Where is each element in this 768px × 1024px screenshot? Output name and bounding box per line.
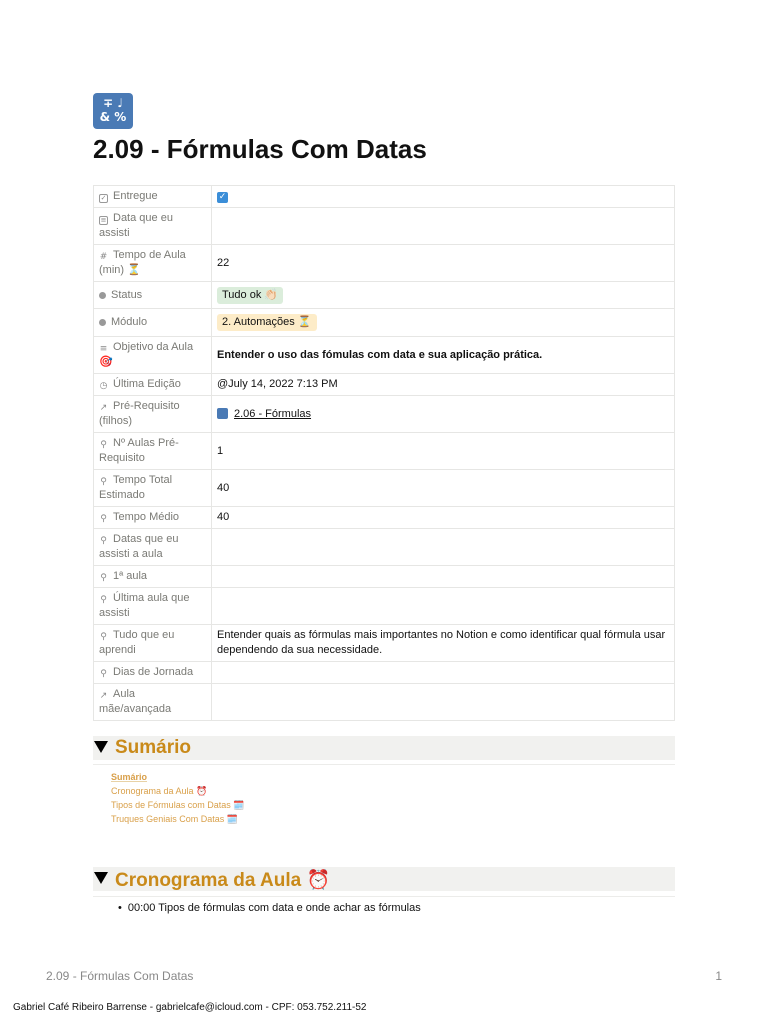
page-icon-glyphs-bottom: & % <box>99 110 127 124</box>
property-value: @July 14, 2022 7:13 PM <box>212 374 675 396</box>
bullet-item: • 00:00 Tipos de fórmulas com data e onde achar as fórmulas <box>118 902 421 914</box>
property-key: ⚲ Nº Aulas Pré-Requisito <box>94 433 212 470</box>
property-row-ultima-edicao <box>94 374 675 396</box>
page-link-icon <box>217 408 228 419</box>
property-row-status <box>94 282 675 309</box>
property-value: 40 <box>212 470 675 507</box>
property-key: Módulo <box>94 309 212 337</box>
property-key: ⚲ Última aula que assisti <box>94 588 212 625</box>
divider <box>93 896 675 897</box>
toggle-heading-sumario[interactable] <box>93 736 675 760</box>
footer-user-info: Gabriel Café Ribeiro Barrense - gabrielcafe@icloud.com - CPF: 053.752.211-52 <box>13 1002 367 1013</box>
select-property-icon <box>99 319 106 326</box>
property-row-objetivo <box>94 337 675 374</box>
property-key: Status <box>94 282 212 309</box>
table-of-contents <box>111 770 244 826</box>
number-property-icon: # <box>99 252 108 262</box>
property-row-tudo-aprendi <box>94 625 675 662</box>
page-icon-glyphs-top: ∓ ♩ <box>103 96 123 110</box>
property-key: ↗ Pré-Requisito (filhos) <box>94 396 212 433</box>
property-value: 1 <box>212 433 675 470</box>
formula-property-icon: ⚲ <box>100 514 107 524</box>
formula-property-icon: ⚲ <box>100 573 107 583</box>
property-row-modulo <box>94 309 675 337</box>
property-key: ⚲ Datas que eu assisti a aula <box>94 529 212 566</box>
property-row-primeira-aula <box>94 566 675 588</box>
property-value <box>212 588 675 625</box>
clock-property-icon: ◷ <box>99 381 108 391</box>
toggle-triangle-icon[interactable] <box>94 741 108 753</box>
property-row-entregue <box>94 186 675 208</box>
property-row-pre-requisito <box>94 396 675 433</box>
toc-item[interactable]: Sumário <box>111 772 148 782</box>
property-key: ⚲ Tudo que eu aprendi <box>94 625 212 662</box>
toggle-heading-cronograma[interactable] <box>93 867 675 891</box>
footer-doc-title: 2.09 - Fórmulas Com Datas <box>46 969 194 983</box>
toggle-triangle-icon[interactable] <box>94 872 108 884</box>
relation-property-icon: ↗ <box>99 691 108 701</box>
property-value <box>212 396 675 433</box>
relation-property-icon: ↗ <box>99 403 108 413</box>
property-key: ⚲ Tempo Médio <box>94 507 212 529</box>
property-value <box>212 566 675 588</box>
select-property-icon <box>99 292 106 299</box>
toc-item[interactable]: Tipos de Fórmulas com Datas 🗓️ <box>111 800 245 810</box>
property-row-dias-jornada <box>94 662 675 684</box>
property-value[interactable]: 22 <box>212 245 675 282</box>
formula-property-icon: ⚲ <box>100 669 107 679</box>
formula-property-icon: ⚲ <box>100 632 107 642</box>
property-row-n-aulas <box>94 433 675 470</box>
prerequisite-link[interactable]: 2.06 - Fórmulas <box>234 407 312 420</box>
formula-property-icon: ⚲ <box>100 595 107 605</box>
formula-property-icon: ⚲ <box>100 477 107 487</box>
checkbox-property-icon: ✓ <box>100 194 107 202</box>
property-value[interactable] <box>212 684 675 721</box>
date-property-icon: ≡ <box>100 216 107 224</box>
property-row-ultima-aula <box>94 588 675 625</box>
module-tag[interactable]: 2. Automações ⏳ <box>217 314 317 331</box>
property-value: 40 <box>212 507 675 529</box>
property-key: ⚲ Dias de Jornada <box>94 662 212 684</box>
property-key: ⚲ 1ª aula <box>94 566 212 588</box>
property-row-tempo-total <box>94 470 675 507</box>
property-value[interactable] <box>212 309 675 337</box>
formula-property-icon: ⚲ <box>100 536 107 546</box>
heading-cronograma: Cronograma da Aula ⏰ <box>115 870 331 891</box>
properties-table <box>93 185 675 721</box>
property-key: ≡ Objetivo da Aula 🎯 <box>94 337 212 374</box>
footer-page-number: 1 <box>715 969 722 983</box>
page-title: 2.09 - Fórmulas Com Datas <box>93 134 427 164</box>
property-key: ↗ Aula mãe/avançada <box>94 684 212 721</box>
property-key: ≡ Data que eu assisti <box>94 208 212 245</box>
property-row-aula-mae <box>94 684 675 721</box>
property-row-tempo-aula <box>94 245 675 282</box>
property-value: Entender quais as fórmulas mais importantes no Notion e como identificar qual fórmula usar dependendo da sua necessidade. <box>212 625 675 662</box>
calculator-symbols-icon <box>93 93 133 129</box>
toc-item[interactable]: Cronograma da Aula ⏰ <box>111 786 208 796</box>
status-tag[interactable]: Tudo ok 👏🏻 <box>217 287 283 304</box>
property-key: ◷ Última Edição <box>94 374 212 396</box>
property-key: # Tempo de Aula (min) ⏳ <box>94 245 212 282</box>
property-key: ✓ Entregue <box>94 186 212 208</box>
property-value[interactable] <box>212 282 675 309</box>
property-key: ⚲ Tempo Total Estimado <box>94 470 212 507</box>
text-property-icon: ≡ <box>99 344 108 354</box>
property-value[interactable] <box>212 208 675 245</box>
property-value[interactable] <box>212 186 675 208</box>
property-row-data-assisti <box>94 208 675 245</box>
property-value <box>212 662 675 684</box>
toc-item[interactable]: Truques Geniais Com Datas 🗓️ <box>111 814 238 824</box>
checked-checkbox[interactable]: ✓ <box>218 192 227 202</box>
property-value[interactable]: Entender o uso das fómulas com data e sua aplicação prática. <box>212 337 675 374</box>
heading-sumario: Sumário <box>115 737 192 758</box>
divider <box>93 764 675 765</box>
formula-property-icon: ⚲ <box>100 440 107 450</box>
property-value <box>212 529 675 566</box>
property-row-tempo-medio <box>94 507 675 529</box>
property-row-datas-assisti <box>94 529 675 566</box>
